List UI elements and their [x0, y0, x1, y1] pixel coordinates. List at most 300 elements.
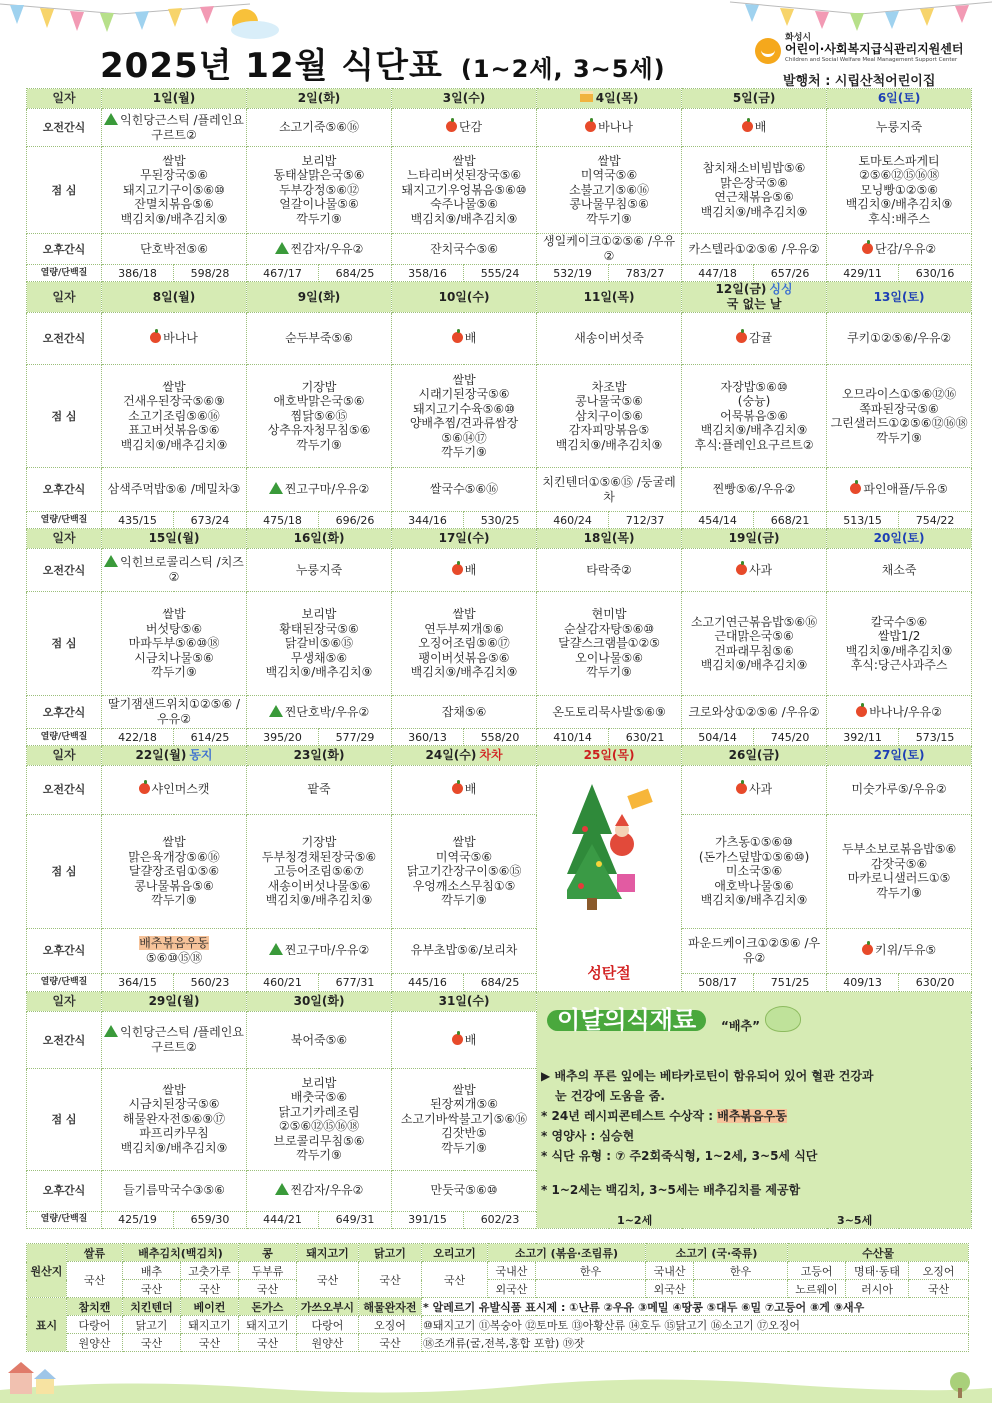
pm-snack-menu: 생일케이크①②⑤⑥ /우유②	[543, 234, 676, 263]
lunch-cell	[392, 592, 537, 696]
am-snack-label: 오전간식	[27, 766, 102, 815]
tree-icon	[275, 1183, 289, 1195]
am-snack-menu: 감귤	[748, 331, 773, 345]
apple-icon	[850, 483, 861, 494]
day-date: 30일(화)	[293, 994, 345, 1009]
am-snack-menu: 배	[464, 782, 477, 797]
am-snack-cell	[827, 109, 972, 147]
day-date: 20일(토)	[873, 531, 925, 545]
am-snack-menu: 샤인머스캣	[151, 782, 210, 797]
am-snack-menu: 소고기죽⑤⑥⑯	[279, 120, 359, 134]
kcal-value-2: 560/23	[174, 973, 247, 991]
lunch-cell	[392, 147, 537, 234]
origin-cell: 두부류	[239, 1262, 297, 1280]
origin-cell: 다랑어	[297, 1316, 359, 1334]
pm-snack-menu: 만둣국⑤⑥⑩	[430, 1183, 498, 1198]
lunch-menu: 보리밥 동태살맑은국⑤⑥ 두부강정⑤⑥⑫ 얼갈이나물⑤⑥ 깍두기⑨	[273, 153, 365, 226]
pm-snack-menu: 배추볶음우동	[139, 935, 209, 950]
kcal-value-1: 422/18	[102, 729, 174, 746]
smile-logo-icon	[755, 38, 781, 64]
lunch-cell	[247, 592, 392, 696]
origin-cell: 국내산	[646, 1262, 694, 1280]
day-header	[827, 746, 972, 766]
meal-table	[26, 88, 972, 1229]
day-date: 23일(화)	[293, 748, 345, 762]
kcal-value-1: 344/16	[392, 512, 464, 529]
kcal-value-1: 460/24	[537, 512, 609, 529]
lunch-menu: 쌀밥 느타리버섯된장국⑤⑥ 돼지고기우엉볶음⑤⑥⑩ 숙주나물⑤⑥ 백김치⑨/배추김치⑨	[401, 153, 527, 226]
pm-snack-cell	[247, 234, 392, 265]
am-snack-cell	[682, 766, 827, 815]
kcal-value-2: 649/31	[319, 1211, 392, 1228]
kcal-value-1: 460/21	[247, 973, 319, 991]
origin-cell: 국내산	[488, 1262, 536, 1280]
day-note: 국 없는 날	[726, 297, 782, 311]
lunch-menu: 쌀밥 시금치된장국⑤⑥ 해물완자전⑤⑥⑨⑰ 파프리카무침 백김치⑨/배추김치⑨	[120, 1082, 228, 1155]
lunch-cell	[247, 147, 392, 234]
am-snack-row	[27, 313, 972, 365]
am-snack-label: 오전간식	[27, 109, 102, 147]
pm-snack-cell	[537, 468, 682, 512]
christmas-tree-icon	[567, 774, 657, 914]
holiday-wrap	[539, 766, 679, 991]
tree-icon	[104, 1025, 118, 1037]
processed-head: 가쓰오부시	[297, 1298, 359, 1316]
pm-snack-menu: 키위/두유⑤	[875, 943, 937, 958]
cabbage-icon	[765, 1006, 801, 1032]
kcal-value-2: 555/24	[464, 265, 537, 282]
day-date: 18일(목)	[583, 531, 635, 545]
age-label-1: 1~2세	[617, 1214, 653, 1227]
publisher: 발행처 : 시립산척어린이집	[783, 74, 936, 89]
day-date: 27일(토)	[873, 748, 925, 762]
am-snack-menu: 단감	[458, 120, 483, 134]
pm-snack-cell	[392, 468, 537, 512]
award-dish: 배추볶음우동	[717, 1109, 787, 1123]
ingredient-text1: ▶ 배추의 푸른 잎에는 베타카로틴이 함유되어 있어 혈관 건강과	[541, 1069, 874, 1083]
am-snack-cell	[247, 766, 392, 815]
lunch-row	[27, 365, 972, 468]
kcal-value-2: 630/16	[899, 265, 972, 282]
holiday-label: 성탄절	[587, 964, 631, 982]
date-row	[27, 282, 972, 313]
lunch-cell	[682, 592, 827, 696]
page-title: 2025년 12월 식단표 (1~2세, 3~5세)	[100, 46, 666, 86]
am-snack-cell	[247, 313, 392, 365]
origin-head: 배추김치(백김치)	[123, 1244, 239, 1262]
am-snack-cell	[827, 549, 972, 592]
pm-snack-cell	[537, 696, 682, 729]
lunch-menu: 쌀밥 미역국⑤⑥ 닭고기간장구이⑤⑥⑮ 우엉깨소스무침①⑤ 깍두기⑨	[406, 835, 522, 908]
pm-snack-label: 오후간식	[27, 468, 102, 512]
lunch-menu: 기장밥 두부청경채된장국⑤⑥ 고등어조림⑤⑥⑦ 새송이버섯나물⑤⑥ 백김치⑨/배추김치⑨	[261, 835, 377, 908]
day-date: 6일(토)	[877, 91, 921, 105]
kcal-row	[27, 265, 972, 282]
lunch-label: 점 심	[27, 365, 102, 468]
award-prefix: * 24년 레시피콘테스트 수상작 :	[541, 1109, 718, 1123]
pm-snack-label: 오후간식	[27, 234, 102, 265]
kcal-label: 열량/단백질	[27, 729, 102, 746]
day-date: 10일(수)	[438, 289, 490, 304]
lunch-menu: 쌀밥 된장찌개⑤⑥ 소고기바싹불고기⑤⑥⑯ 김잣반⑤ 깍두기⑨	[400, 1082, 528, 1155]
day-date: 22일(월)	[135, 748, 187, 762]
day-date: 4일(목)	[595, 91, 639, 105]
day-header	[682, 89, 827, 109]
day-date: 5일(금)	[732, 91, 776, 105]
date-row	[27, 89, 972, 109]
lunch-menu: 쌀밥 미역국⑤⑥ 소불고기⑤⑥⑯ 콩나물무침⑤⑥ 깍두기⑨	[569, 153, 649, 226]
kcal-value-2: 712/37	[609, 512, 682, 529]
lunch-cell	[827, 365, 972, 468]
kcal-value-2: 558/20	[464, 729, 537, 746]
kcal-value-2: 677/31	[319, 973, 392, 991]
kcal-value-2: 598/28	[174, 265, 247, 282]
processed-head: 돈가스	[239, 1298, 297, 1316]
pm-snack-menu: 바나나/우유②	[869, 704, 942, 719]
lunch-menu: 쌀밥 시래기된장국⑤⑥ 돼지고기수육⑤⑥⑩ 양배추찜/견과류쌈장 ⑤⑥⑭⑰ 깍두기⑨	[409, 372, 519, 459]
am-snack-menu: 배	[464, 331, 477, 345]
day-header	[247, 529, 392, 549]
center-logo	[755, 33, 975, 70]
origin-cell: 돼지고기	[181, 1316, 239, 1334]
lunch-menu: 쌀밥 연두부찌개⑤⑥ 오징어조림⑤⑥⑰ 팽이버섯볶음⑤⑥ 백김치⑨/배추김치⑨	[410, 607, 518, 680]
day-header	[392, 992, 537, 1012]
am-snack-menu: 사과	[748, 562, 773, 577]
day-header	[827, 529, 972, 549]
lunch-cell	[392, 1068, 537, 1170]
pm-snack-cell	[247, 468, 392, 512]
cake-icon	[580, 91, 593, 102]
origin-cell: 원양산	[297, 1334, 359, 1352]
am-snack-cell	[102, 109, 247, 147]
kcal-value-2: 530/25	[464, 512, 537, 529]
kcal-value-2: 659/30	[174, 1211, 247, 1228]
am-snack-menu: 익힌당근스틱 /플레인요구르트②	[120, 112, 244, 142]
origin-cell: 국산	[359, 1334, 422, 1352]
am-snack-label: 오전간식	[27, 313, 102, 365]
am-snack-menu: 익힌브로콜리스틱 /치즈②	[120, 555, 244, 584]
am-snack-menu: 팥죽	[307, 782, 331, 797]
apple-icon	[150, 332, 161, 343]
kcal-row	[27, 729, 972, 746]
pm-snack-menu: 온도토리묵사발⑤⑥⑨	[552, 704, 666, 719]
day-header	[392, 89, 537, 109]
am-snack-menu: 배	[754, 120, 767, 134]
lunch-menu: 쌀밥 맑은육개장⑤⑥⑯ 달걀장조림①⑤⑥ 콩나물볶음⑤⑥ 깍두기⑨	[128, 835, 220, 908]
pm-snack-menu: 단감/우유②	[875, 241, 937, 256]
award-line	[541, 1108, 787, 1125]
kcal-value-2: 783/27	[609, 265, 682, 282]
origin-cell: 국산	[422, 1262, 488, 1298]
pm-snack-cell	[392, 696, 537, 729]
date-row	[27, 992, 972, 1012]
kcal-label: 열량/단백질	[27, 265, 102, 282]
day-header	[537, 89, 682, 109]
am-snack-cell	[392, 766, 537, 815]
tree-icon	[104, 113, 118, 125]
allergy-line-2: ⑩돼지고기 ⑪복숭아 ⑫토마토 ⑬아황산류 ⑭호두 ⑮닭고기 ⑯소고기 ⑰오징어	[422, 1316, 969, 1334]
origin-head: 수산물	[788, 1244, 969, 1262]
lunch-menu: 보리밥 배춧국⑤⑥ 닭고기카레조림 ②⑤⑥⑫⑮⑯⑱ 브로콜리무침⑤⑥ 깍두기⑨	[273, 1075, 365, 1163]
pm-snack-cell	[827, 468, 972, 512]
lunch-cell	[102, 365, 247, 468]
meal-type: * 식단 유형 : ⑦ 주2회죽식형, 1~2세, 3~5세 식단	[541, 1149, 818, 1163]
pm-snack-menu: 파운드케이크①②⑤⑥ /우유②	[688, 935, 821, 965]
pm-snack-cell	[827, 928, 972, 973]
kcal-value-1: 447/18	[682, 265, 754, 282]
pm-snack-menu: 치킨텐더①⑤⑥⑮ /둥굴레차	[542, 474, 676, 504]
ingredient-title: 이달의식재료	[547, 1010, 706, 1031]
lunch-menu: 가츠동①⑤⑥⑩ (돈가스덮밥①⑤⑥⑩) 미소국⑤⑥ 애호박나물⑤⑥ 백김치⑨/배추김치⑨	[698, 835, 810, 908]
apple-icon	[856, 706, 867, 717]
origin-cell: 다랑어	[67, 1316, 123, 1334]
origin-cell: 국산	[239, 1334, 297, 1352]
day-date: 31일(수)	[438, 994, 490, 1009]
kcal-value-2: 630/21	[609, 729, 682, 746]
pm-snack-cell	[682, 928, 827, 973]
day-date: 24일(수)	[425, 748, 477, 762]
lunch-menu: 보리밥 황태된장국⑤⑥ 닭갈비⑤⑥⑮ 무생채⑤⑥ 백김치⑨/배추김치⑨	[265, 607, 373, 680]
pm-snack-menu: 카스텔라①②⑤⑥ /우유②	[688, 241, 820, 256]
lunch-cell	[827, 592, 972, 696]
pm-snack-menu: 유부초밥⑤⑥/보리차	[410, 943, 518, 958]
kcal-value-2: 684/25	[319, 265, 392, 282]
date-label: 일자	[27, 746, 102, 766]
day-header	[102, 529, 247, 549]
origin-head: 오리고기	[422, 1244, 488, 1262]
apple-icon	[742, 121, 753, 132]
lunch-menu: 쌀밥 버섯탕⑤⑥ 마파두부⑤⑥⑩⑱ 시금치나물⑤⑥ 깍두기⑨	[128, 607, 220, 680]
kcal-value-1: 513/15	[827, 512, 899, 529]
tree-icon	[269, 482, 283, 494]
am-snack-menu: 타락죽②	[586, 562, 632, 577]
kcal-value-2: 668/21	[754, 512, 827, 529]
origin-cell: 고춧가루	[181, 1262, 239, 1280]
apple-icon	[736, 783, 747, 794]
day-header	[102, 992, 247, 1012]
pm-snack-cell	[392, 234, 537, 265]
origin-cell: 배추	[123, 1262, 181, 1280]
am-snack-cell	[102, 313, 247, 365]
origin-row	[27, 1262, 969, 1280]
apple-icon	[452, 1034, 463, 1045]
lunch-cell	[537, 365, 682, 468]
pm-snack-menu: 찐고구마/우유②	[284, 482, 370, 496]
am-snack-menu: 새송이버섯죽	[574, 331, 644, 345]
lunch-cell	[102, 592, 247, 696]
am-snack-label: 오전간식	[27, 1012, 102, 1068]
pm-snack-cell	[102, 696, 247, 729]
kcal-label: 열량/단백질	[27, 973, 102, 991]
lunch-cell	[392, 814, 537, 928]
kcal-value-1: 508/17	[682, 973, 754, 991]
kcal-value-1: 358/16	[392, 265, 464, 282]
pm-snack-menu: 찐감자/우유②	[290, 241, 364, 256]
day-date: 12일(금)	[715, 282, 767, 296]
lunch-label: 점 심	[27, 1068, 102, 1170]
am-snack-menu: 배	[464, 562, 477, 577]
day-date: 26일(금)	[728, 748, 780, 762]
origin-cell: 한우	[536, 1262, 646, 1280]
am-snack-cell	[392, 549, 537, 592]
kcal-value-2: 630/20	[899, 973, 972, 991]
am-snack-cell	[247, 1012, 392, 1068]
apple-icon	[452, 332, 463, 343]
date-label: 일자	[27, 282, 102, 313]
kcal-value-2: 751/25	[754, 973, 827, 991]
origin-cell: 고등어	[788, 1262, 846, 1280]
day-header	[392, 529, 537, 549]
lunch-cell	[247, 1068, 392, 1170]
pm-snack-menu: 딸기잼샌드위치①②⑤⑥ /우유②	[107, 697, 241, 726]
kcal-value-2: 684/25	[464, 973, 537, 991]
pm-snack-cell	[102, 1170, 247, 1211]
apple-icon	[446, 121, 457, 132]
lunch-cell	[102, 814, 247, 928]
pm-snack-menu: 크로와상①②⑤⑥ /우유②	[688, 704, 820, 719]
day-date: 16일(화)	[293, 531, 345, 545]
origin-cell: 명태·동태	[846, 1262, 909, 1280]
lunch-menu: 토마토스파게티 ②⑤⑥⑫⑮⑯⑱ 모닝빵①②⑤⑥ 백김치⑨/배추김치⑨ 후식:배주스	[845, 153, 953, 226]
am-snack-menu: 채소죽	[881, 562, 917, 577]
day-date: 9일(화)	[297, 289, 341, 304]
apple-icon	[736, 564, 747, 575]
day-header	[682, 746, 827, 766]
am-snack-menu: 순두부죽⑤⑥	[285, 331, 353, 345]
kcal-value-1: 435/15	[102, 512, 174, 529]
date-row	[27, 529, 972, 549]
pm-snack-label: 오후간식	[27, 928, 102, 973]
lunch-row	[27, 592, 972, 696]
kcal-label: 열량/단백질	[27, 1211, 102, 1228]
lunch-menu: 쌀밥 건새우된장국⑤⑥⑨ 소고기조림⑤⑥⑯ 표고버섯볶음⑤⑥ 백김치⑨/배추김치⑨	[120, 379, 228, 452]
day-header	[392, 746, 537, 766]
pm-snack-cell	[102, 928, 247, 973]
origin-cell: 국산	[123, 1334, 181, 1352]
lunch-cell	[102, 1068, 247, 1170]
pm-snack-cell	[247, 696, 392, 729]
am-snack-cell	[682, 549, 827, 592]
kcal-value-2: 573/15	[899, 729, 972, 746]
kcal-label: 열량/단백질	[27, 512, 102, 529]
lunch-cell	[827, 814, 972, 928]
kcal-value-1: 395/20	[247, 729, 319, 746]
kcal-value-1: 532/19	[537, 265, 609, 282]
lunch-cell	[682, 147, 827, 234]
origin-cell: 원양산	[67, 1334, 123, 1352]
processed-header-row	[27, 1298, 969, 1316]
origin-cell: 러시아	[846, 1280, 909, 1298]
lunch-menu: 칼국수⑤⑥ 쌀밥1/2 백김치⑨/배추김치⑨ 후식:당근사과주스	[845, 614, 953, 672]
lunch-cell	[682, 365, 827, 468]
pm-snack-cell	[537, 234, 682, 265]
origin-cell: 국산	[181, 1334, 239, 1352]
grass-decoration	[0, 1360, 992, 1403]
apple-icon	[862, 944, 873, 955]
apple-icon	[862, 243, 873, 254]
day-date: 13일(토)	[873, 289, 925, 304]
day-header	[537, 282, 682, 313]
am-snack-menu: 누룽지죽	[295, 562, 343, 577]
origin-head: 쌀류	[67, 1244, 123, 1262]
kcal-value-2: 577/29	[319, 729, 392, 746]
pm-snack-label: 오후간식	[27, 696, 102, 729]
day-date: 29일(월)	[148, 994, 200, 1009]
day-header	[682, 282, 827, 313]
am-snack-cell	[537, 109, 682, 147]
day-header	[682, 529, 827, 549]
am-snack-cell	[102, 1012, 247, 1068]
lunch-menu: 참치채소비빔밥⑤⑥ 맑은장국⑤⑥ 연근채볶음⑤⑥ 백김치⑨/배추김치⑨	[700, 161, 808, 219]
am-snack-menu: 사과	[748, 782, 773, 797]
kcal-value-1: 392/11	[827, 729, 899, 746]
kcal-value-1: 504/14	[682, 729, 754, 746]
lunch-row	[27, 814, 972, 928]
pm-snack-row	[27, 234, 972, 265]
logo-english: Children and Social Welfare Meal Management Support Center	[785, 57, 958, 63]
origin-row	[27, 1280, 969, 1298]
am-snack-cell	[392, 313, 537, 365]
pm-snack-menu: 찐단호박/우유②	[284, 704, 370, 719]
am-snack-cell	[392, 109, 537, 147]
apple-icon	[452, 564, 463, 575]
age-label-2: 3~5세	[837, 1214, 873, 1227]
processed-head: 해물완자전	[359, 1298, 422, 1316]
kcal-value-1: 425/19	[102, 1211, 174, 1228]
kcal-value-1: 467/17	[247, 265, 319, 282]
ingredient-text2: 눈 건강에 도움을 줌.	[555, 1089, 665, 1103]
origin-cell: 국산	[181, 1280, 239, 1298]
pm-snack-note: ⑤⑥⑩⑮⑱	[145, 950, 203, 965]
page-subtitle: (1~2세, 3~5세)	[460, 55, 666, 83]
tree-icon	[104, 555, 118, 567]
origin-cell: 돼지고기	[239, 1316, 297, 1334]
am-snack-menu: 미숫가루⑤/우유②	[851, 782, 947, 797]
ingredient-name: “배추”	[721, 1019, 761, 1033]
am-snack-menu: 배	[464, 1032, 477, 1047]
date-label: 일자	[27, 89, 102, 109]
kcal-value-1: 386/18	[102, 265, 174, 282]
origin-cell-empty	[694, 1280, 788, 1298]
kcal-value-2: 614/25	[174, 729, 247, 746]
apple-icon	[139, 783, 150, 794]
processed-row	[27, 1334, 969, 1352]
apple-icon	[736, 332, 747, 343]
pm-snack-cell	[392, 928, 537, 973]
day-header	[247, 89, 392, 109]
lunch-cell	[392, 365, 537, 468]
am-snack-cell	[102, 549, 247, 592]
origin-head: 돼지고기	[297, 1244, 359, 1262]
am-snack-cell	[247, 549, 392, 592]
pm-snack-menu: 잔치국수⑤⑥	[430, 241, 498, 256]
kcal-value-2: 673/24	[174, 512, 247, 529]
day-tag: 동지	[189, 748, 213, 762]
lunch-menu: 기장밥 애호박맑은국⑤⑥ 찜닭⑤⑥⑮ 상추유자청무침⑤⑥ 깍두기⑨	[267, 379, 371, 452]
origin-header-row	[27, 1244, 969, 1262]
am-snack-cell	[682, 109, 827, 147]
day-date: 15일(월)	[148, 531, 200, 545]
origin-cell: 외국산	[646, 1280, 694, 1298]
lunch-menu: 현미밥 순살감자탕⑤⑥⑩ 달걀스크램블①②⑤ 오이나물⑤⑥ 깍두기⑨	[558, 607, 660, 680]
ingredient-box	[537, 992, 971, 1228]
pm-snack-cell	[102, 468, 247, 512]
origin-table	[26, 1243, 969, 1352]
kimchi-note: * 1~2세는 백김치, 3~5세는 배추김치를 제공함	[541, 1183, 801, 1197]
pm-snack-menu: 찐감자/우유②	[290, 1183, 364, 1198]
day-date: 3일(수)	[442, 91, 486, 105]
date-row	[27, 746, 972, 766]
